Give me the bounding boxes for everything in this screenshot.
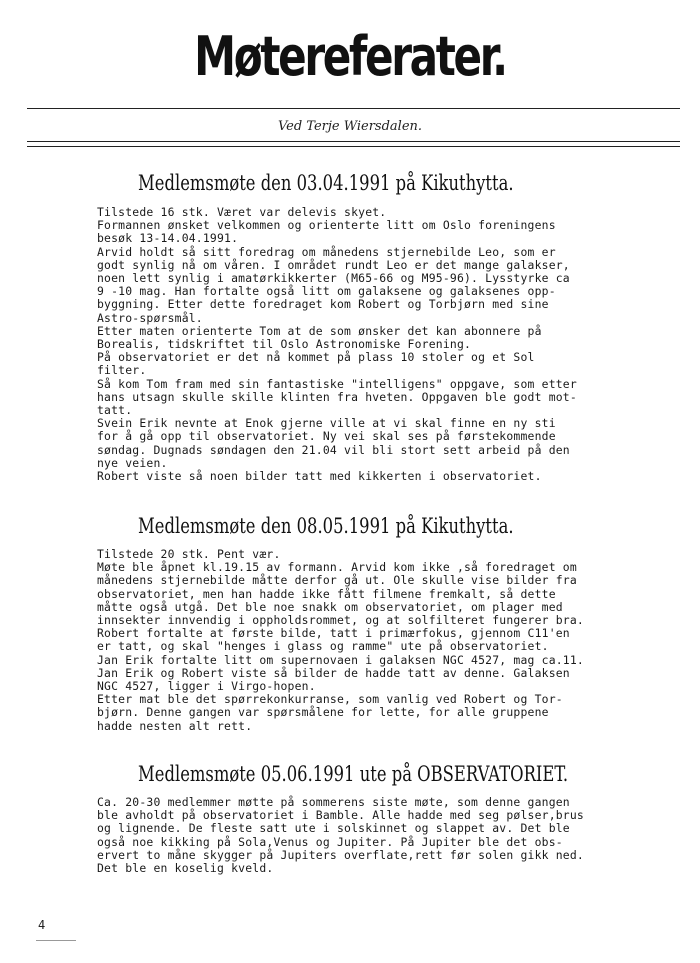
body-line: for å gå opp til observatoriet. Ny vei skal ses på førstekommende xyxy=(97,429,556,444)
body-line: er tatt, og skal "henges i glass og ramme" ute på observatoriet. xyxy=(97,639,549,654)
body-line: 9 -10 mag. Han fortalte også litt om galaksene og galaksenes opp- xyxy=(97,284,556,299)
footer-rule xyxy=(36,940,76,941)
body-line: Svein Erik nevnte at Enok gjerne ville at vi skal finne en ny sti xyxy=(97,416,556,431)
body-line: besøk 13-14.04.1991. xyxy=(97,231,239,246)
body-line: noen lett synlig i amatørkikkerter (M65-66 og M95-96). Lysstyrke ca xyxy=(97,271,570,286)
byline-divider-bottom xyxy=(27,146,680,147)
body-line: også noe kikking på Sola,Venus og Jupiter. På Jupiter ble det obs- xyxy=(97,834,563,849)
body-line: Jan Erik fortalte litt om supernovaen i galaksen NGC 4527, mag ca.11. xyxy=(97,652,584,667)
body-line: månedens stjernebilde måtte derfor gå ut. Ole skulle vise bilder fra xyxy=(97,573,577,588)
body-line: Tilstede 20 stk. Pent vær. xyxy=(97,547,281,561)
body-line: innsekter innvendig i oppholdsrommet, og at solfilteret fungerer bra. xyxy=(97,613,584,628)
body-line: tatt. xyxy=(97,403,133,418)
body-line: Tilstede 16 stk. Været var delevis skyet. xyxy=(97,205,387,219)
body-line: byggning. Etter dette foredraget kom Robert og Torbjørn med sine xyxy=(97,297,549,312)
section-body xyxy=(97,206,667,483)
body-line: godt synlig nå om våren. I området rundt Leo er det mange galakser, xyxy=(97,257,570,272)
section-heading: Medlemsmøte den 03.04.1991 på Kikuthytta. xyxy=(138,171,514,195)
section-heading: Medlemsmøte den 08.05.1991 på Kikuthytta. xyxy=(138,514,514,538)
body-line: filter. xyxy=(97,363,147,378)
body-line: Det ble en koselig kveld. xyxy=(97,861,274,876)
body-line: Etter maten orienterte Tom at de som ønsker det kan abonnere på xyxy=(97,323,542,338)
body-line: NGC 4527, ligger i Virgo-hopen. xyxy=(97,679,316,694)
body-line: Ca. 20-30 medlemmer møtte på sommerens siste møte, som denne gangen xyxy=(97,795,570,809)
body-line: Robert viste så noen bilder tatt med kikkerten i observatoriet. xyxy=(97,469,542,484)
body-line: Astro-spørsmål. xyxy=(97,310,203,325)
page-number: 4 xyxy=(38,918,46,932)
body-line: hadde nesten alt rett. xyxy=(97,718,253,733)
author-byline: Ved Terje Wiersdalen. xyxy=(277,119,423,134)
body-line: måtte også utgå. Det ble noe snakk om observatoriet, om plager med xyxy=(97,599,563,614)
title-divider xyxy=(27,108,680,109)
section-heading: Medlemsmøte 05.06.1991 ute på OBSERVATORIET. xyxy=(138,762,569,786)
body-line: observatoriet, men han hadde ikke fått filmene fremkalt, så dette xyxy=(97,586,556,601)
section-body xyxy=(97,796,667,875)
page-title: Møtereferater. xyxy=(194,25,506,88)
body-line: hans utsagn skulle skille klinten fra hveten. Oppgaven ble godt mot- xyxy=(97,389,577,404)
body-line: ervert to måne skygger på Jupiters overflate,rett før solen gikk ned. xyxy=(97,847,584,862)
body-line: og lignende. De fleste satt ute i solskinnet og slappet av. Det ble xyxy=(97,821,570,836)
body-line: Møte ble åpnet kl.19.15 av formann. Arvid kom ikke ,så foredraget om xyxy=(97,560,577,575)
body-line: Jan Erik og Robert viste så bilder de hadde tatt av denne. Galaksen xyxy=(97,665,570,680)
body-line: søndag. Dugnads søndagen den 21.04 vil bli stort sett arbeid på den xyxy=(97,442,570,457)
body-line: Arvid holdt så sitt foredrag om månedens stjernebilde Leo, som er xyxy=(97,244,556,259)
body-line: Etter mat ble det spørrekonkurranse, som vanlig ved Robert og Tor- xyxy=(97,692,563,707)
section-body xyxy=(97,548,667,733)
body-line: bjørn. Denne gangen var spørsmålene for lette, for alle gruppene xyxy=(97,705,549,720)
byline-divider-top xyxy=(27,141,680,142)
body-line: På observatoriet er det nå kommet på plass 10 stoler og et Sol xyxy=(97,350,535,365)
body-line: Robert fortalte at første bilde, tatt i primærfokus, gjennom C11'en xyxy=(97,626,570,641)
body-line: Så kom Tom fram med sin fantastiske "intelligens" oppgave, som etter xyxy=(97,376,577,391)
body-line: ble avholdt på observatoriet i Bamble. Alle hadde med seg pølser,brus xyxy=(97,808,584,823)
body-line: Borealis, tidskriftet til Oslo Astronomiske Forening. xyxy=(97,337,472,352)
body-line: nye veien. xyxy=(97,455,168,470)
body-line: Formannen ønsket velkommen og orienterte litt om Oslo foreningens xyxy=(97,218,556,233)
